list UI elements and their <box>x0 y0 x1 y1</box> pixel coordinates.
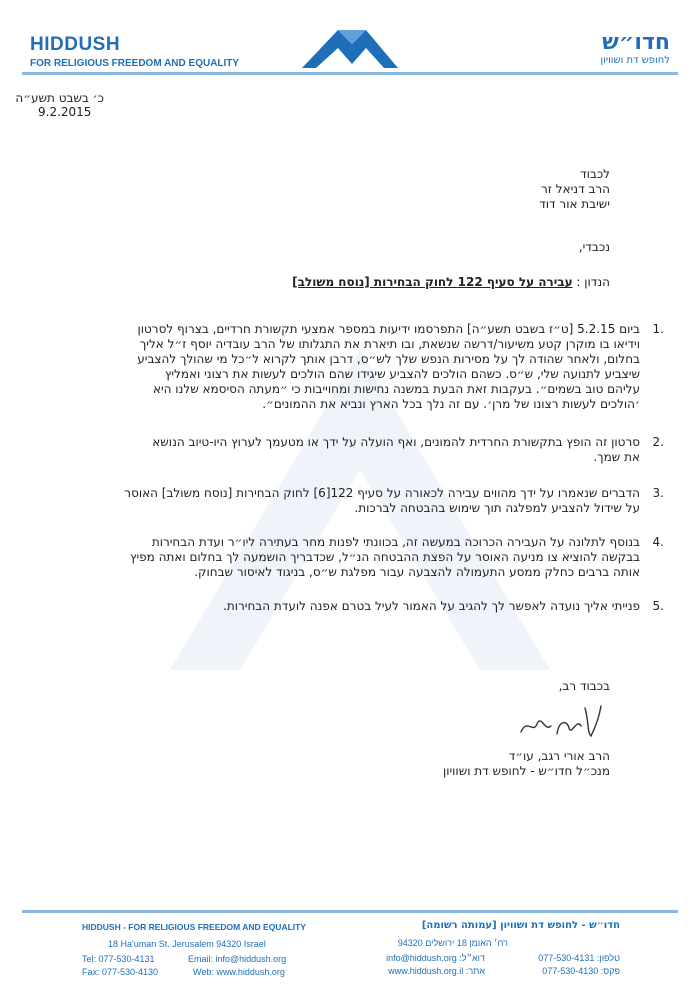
item-line: ביום 5.2.15 [ט״ז בשבט תשע״ה] התפרסמו ידיעות במספר אמצעי תקשורת חרדיים, בצרוף לסרטון <box>137 322 640 336</box>
brand-en <box>30 34 239 69</box>
item-number: .2 <box>652 435 664 449</box>
org-tagline-en: FOR RELIGIOUS FREEDOM AND EQUALITY <box>30 58 240 69</box>
item-number: .4 <box>652 535 664 549</box>
signer-name: הרב אורי רגב, עו״ד <box>508 749 610 763</box>
footer-address-he: רח׳ האומן 18 ירושלים 94320 <box>397 938 508 948</box>
footer-email-he <box>335 953 485 963</box>
list-item <box>60 535 664 580</box>
signer-block <box>310 749 610 779</box>
item-number: .5 <box>652 599 664 613</box>
date-hebrew: כ׳ בשבט תשע״ה <box>15 91 104 105</box>
item-line: עליהם טוב בשמים״. בעקבות זאת הבעת במשנה נחישות ומחוייבות כי ״מעתה הסיסמא שלנו היא <box>152 382 640 396</box>
subject-text: עבירה על סעיף 122 לחוק הבחירות [נוסח משולב] <box>292 275 573 289</box>
web-label-he: אתר: <box>465 966 485 976</box>
footer-divider <box>22 910 678 913</box>
footer-email-en[interactable]: Email: info@hiddush.org <box>188 954 287 964</box>
item-number: .3 <box>652 486 664 500</box>
footer-web-en[interactable]: Web: www.hiddush.org <box>193 967 285 977</box>
subject-prefix: הנדון : <box>576 275 610 289</box>
greeting: נכבדי, <box>578 240 610 254</box>
email-label-he: דוא״ל: <box>459 953 485 963</box>
item-line: אותה ברבים כחלק ממסע התעמולה להצבעה עבור מפלגת ש״ס, בניגוד לאיסור שבחוק. <box>194 565 640 579</box>
item-line: הדברים שנאמרו על ידך מהווים עבירה לכאורה על סעיף 122[6] לחוק הבחירות [נוסח משולב] האוסר <box>124 486 640 500</box>
org-name-he: חדו״ש <box>602 30 670 55</box>
list-item <box>60 486 664 516</box>
handwritten-signature <box>515 698 605 742</box>
recipient-line: הרב דניאל זר <box>541 182 610 196</box>
recipient-line: ישיבת אור דוד <box>539 197 610 211</box>
list-item <box>60 435 664 465</box>
list-item <box>60 599 664 614</box>
footer-fax-he <box>490 966 620 976</box>
item-line: סרטון זה הופץ בתקשורת החרדית להמונים, ואף הועלה על ידך או מטעמך לערוץ היו-טיוב הנושא <box>152 435 640 449</box>
footer-tel-he <box>490 953 620 963</box>
tel-value-he: 077-530-4131 <box>538 953 595 963</box>
item-number: .1 <box>652 322 664 336</box>
footer-web-he <box>335 966 485 976</box>
item-line: את שמך. <box>593 450 640 464</box>
signer-title: מנכ״ל חדו״ש - לחופש דת ושוויון <box>442 764 610 778</box>
item-line: שיצביע לתנועה שלי, ש״ס. כשהם הולכים להצביע שיגידו שהם הולכים לעשות את רצוני ואמליץ <box>164 367 640 381</box>
web-value-he[interactable]: www.hiddush.org.il <box>388 966 464 976</box>
org-tagline-he: לחופש דת ושוויון <box>600 55 670 66</box>
closing: בכבוד רב, <box>558 679 610 693</box>
brand-he <box>600 30 670 66</box>
item-line: בנוסף לתלונה על העבירה הכרוכה במעשה זה, בכוונתי לפנות מחר בעתירה ליו״ר ועדת הבחירות <box>151 535 640 549</box>
date-gregorian: 9.2.2015 <box>38 105 92 119</box>
recipient-block <box>410 167 610 212</box>
item-line: פנייתי אליך נועדה לאפשר לך להגיב על האמור לעיל בטרם אפנה לועדת הבחירות. <box>223 599 640 613</box>
item-line: על שידול להצביע למפלגה תוך שימוש בהבטחה לברכות. <box>354 501 640 515</box>
list-item <box>60 322 664 412</box>
header-divider <box>22 72 678 75</box>
footer-fax-en: Fax: 077-530-4130 <box>82 967 159 977</box>
item-line: ׳הולכים לעשות רצונו של מרן׳. עם זה נלך בכל הארץ ונביא את ההמונים״. <box>262 397 640 411</box>
footer-tel-en: Tel: 077-530-4131 <box>82 954 155 964</box>
item-line: וידיאו בו מוקרן קטע משיעור/דרשה שנשאת, ובו תיארת את התגלותו של הרב עובדיה יוסף ז״ל אליך <box>139 337 640 351</box>
footer-title-he: חדו״ש - לחופש דת ושוויון [עמותה רשומה] <box>421 920 620 931</box>
item-line: בחלום, ולאחר שהודה לך על מסירות הנפש שלך לש״ס, דרבן אותך לקרוא ל״כל מי שהולך להצביע <box>137 352 640 366</box>
recipient-line: לכבוד <box>580 167 610 181</box>
hiddush-logo <box>300 26 400 70</box>
org-name-en: HIDDUSH <box>30 34 121 55</box>
item-line: בבקשה להוציא צו מניעה האוסר על הפצת ההבטחה הנ״ל, שכדבריך הושמעה לך בחלום ואתה מפיץ <box>130 550 640 564</box>
subject-line <box>50 275 610 290</box>
tel-label-he: טלפון: <box>596 953 620 963</box>
email-value-he[interactable]: info@hiddush.org <box>386 953 457 963</box>
footer-address-en: 18 Ha'uman St. Jerusalem 94320 Israel <box>108 939 266 949</box>
footer-title-en: HIDDUSH - FOR RELIGIOUS FREEDOM AND EQUALITY <box>82 922 306 932</box>
fax-value-he: 077-530-4130 <box>542 966 599 976</box>
fax-label-he: פקס: <box>600 966 620 976</box>
